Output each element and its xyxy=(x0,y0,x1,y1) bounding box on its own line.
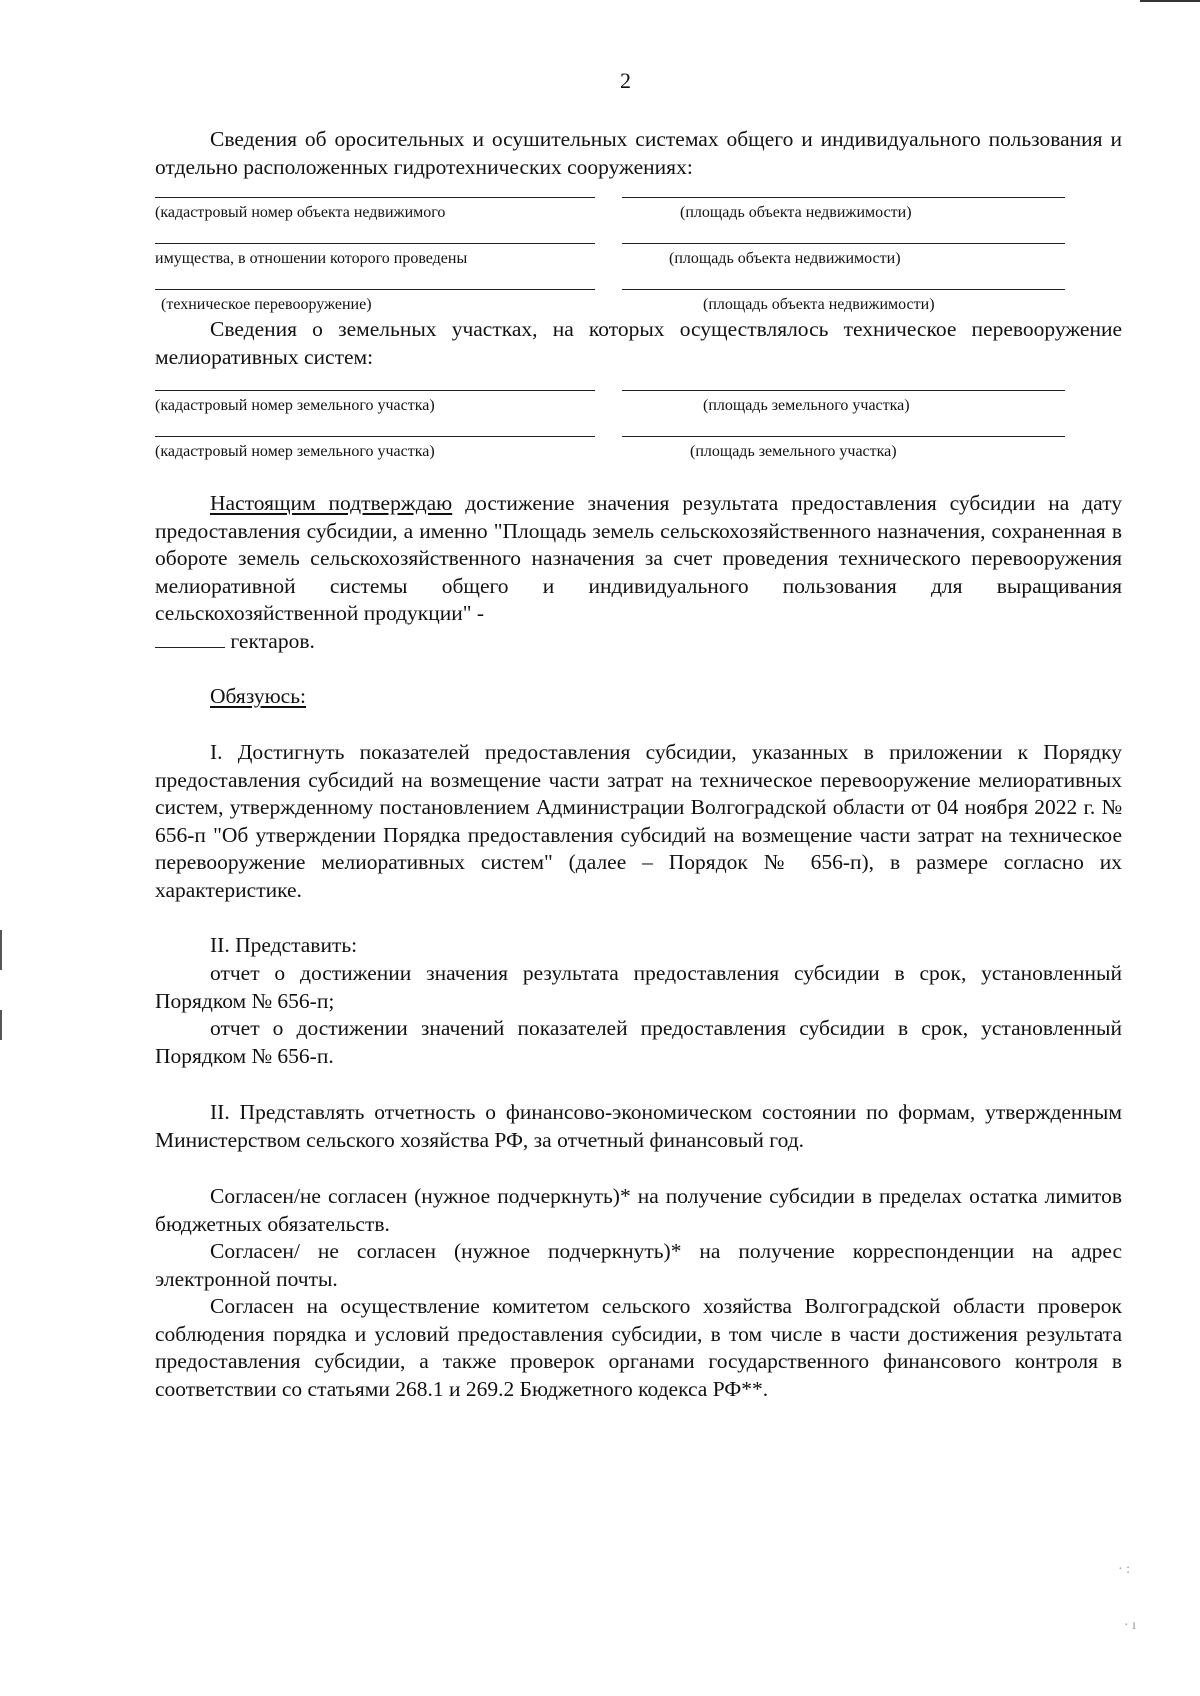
cadastral-number-line xyxy=(155,243,595,244)
area-caption: (площадь земельного участка) xyxy=(690,443,897,460)
hectares-unit: гектаров. xyxy=(230,628,315,653)
irrigation-field-row xyxy=(155,243,1065,283)
area-line xyxy=(622,243,1065,244)
obligation-item-1: I. Достигнуть показателей предоставления субсидии, указанных в приложении к Порядку предоставления субсидий на возмещение части затрат на техническое перевооружение мелиоративных систем, утвержденному постановлением Администрации Волгоградской области от 04 ноября 2022 г. № 656-п "Об утверждении Порядка предоставления субсидий на возмещение части затрат на техническое перевооружение мелиоративных систем" (далее – Порядок № 656-п), в размере согласно их характеристике. xyxy=(155,740,1122,902)
cadastral-number-caption: (кадастровый номер земельного участка) xyxy=(155,397,435,414)
confirmation-paragraph xyxy=(155,490,1122,655)
consent-inspections: Согласен на осуществление комитетом сельского хозяйства Волгоградской области проверок соблюдения порядка и условий предоставления субсидии, в том числе в части достижения результата предоставления субсидии, а также проверок органами государственного финансового контроля в соответствии со статьями 268.1 и 269.2 Бюджетного кодекса РФ**. xyxy=(155,1294,1122,1401)
consent-email: Согласен/ не согласен (нужное подчеркнуть)* на получение корреспонденции на адрес электронной почты. xyxy=(155,1239,1122,1291)
area-line xyxy=(622,289,1065,290)
consent-limits: Согласен/не согласен (нужное подчеркнуть)* на получение субсидии в пределах остатка лимитов бюджетных обязательств. xyxy=(155,1184,1122,1236)
cadastral-number-caption: (техническое перевооружение) xyxy=(161,296,372,313)
land-field-row xyxy=(155,390,1065,430)
obligation-item-3: II. Представлять отчетность о финансово-экономическом состоянии по формам, утвержденным Министерством сельского хозяйства РФ, за отчетный финансовый год. xyxy=(155,1100,1122,1152)
page-number: 2 xyxy=(620,68,631,93)
scan-speck: · ı xyxy=(1124,1618,1137,1633)
hectares-blank xyxy=(155,629,225,648)
area-caption: (площадь объекта недвижимости) xyxy=(703,296,935,313)
obligation-item-2-report-2: отчет о достижении значений показателей предоставления субсидии в срок, установленный Порядком № 656-п. xyxy=(155,1016,1122,1068)
area-line xyxy=(622,390,1065,391)
cadastral-number-line xyxy=(155,197,595,198)
obligation-item-2-heading: II. Представить: xyxy=(210,933,358,957)
irrigation-field-row xyxy=(155,197,1065,237)
cadastral-number-line xyxy=(155,436,595,437)
area-caption: (площадь земельного участка) xyxy=(703,397,910,414)
obligation-item-2-report-1: отчет о достижении значения результата предоставления субсидии в срок, установленный Порядком № 656-п; xyxy=(155,961,1122,1013)
area-caption: (площадь объекта недвижимости) xyxy=(669,250,901,267)
area-line xyxy=(622,197,1065,198)
cadastral-number-caption: (кадастровый номер объекта недвижимого xyxy=(155,204,446,221)
cadastral-number-line xyxy=(155,289,595,290)
cadastral-number-caption: имущества, в отношении которого проведены xyxy=(155,250,468,267)
area-line xyxy=(622,436,1065,437)
cadastral-number-caption: (кадастровый номер земельного участка) xyxy=(155,443,435,460)
irrigation-heading: Сведения об оросительных и осушительных системах общего и индивидуального пользования и отдельно расположенных гидротехнических сооружениях: xyxy=(155,127,1122,179)
confirmation-text: достижение значения результата предоставления субсидии на дату предоставления субсидии, а именно "Площадь земель сельскохозяйственного назначения, сохраненная в обороте земель сельскохозяйственного назначения за счет проведения технического перевооружения мелиоративной системы общего и индивидуального пользования для выращивания сельскохозяйственной продукции" - xyxy=(155,491,1123,625)
scan-speck: · : xyxy=(1118,1562,1131,1577)
scan-edge-mark xyxy=(0,930,2,970)
land-field-row xyxy=(155,436,1065,476)
confirmation-lead: Настоящим подтверждаю xyxy=(210,491,453,515)
scan-edge-mark xyxy=(0,1010,2,1040)
cadastral-number-line xyxy=(155,390,595,391)
scan-edge-mark xyxy=(1140,0,1200,8)
obligations-heading: Обязуюсь: xyxy=(210,684,306,708)
area-caption: (площадь объекта недвижимости) xyxy=(680,204,912,221)
land-heading: Сведения о земельных участках, на которых осуществлялось техническое перевооружение мелиоративных систем: xyxy=(155,317,1122,369)
